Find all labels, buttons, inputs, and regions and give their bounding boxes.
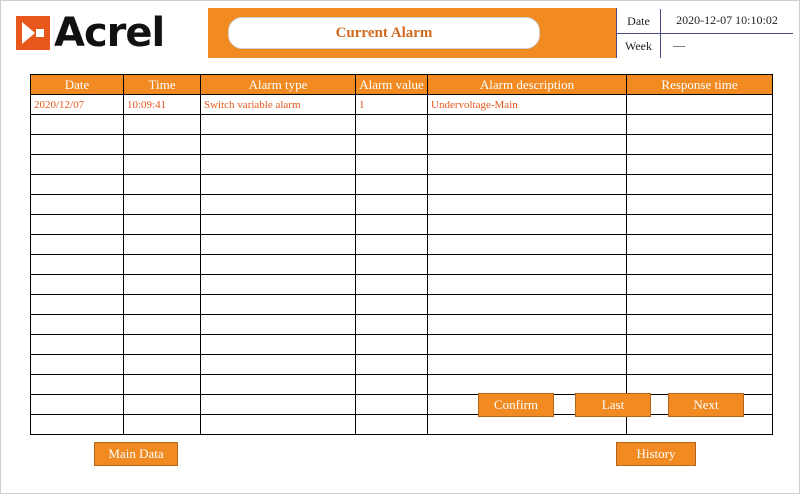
- week-label: Week: [617, 34, 661, 58]
- cell-response-time: [627, 255, 773, 275]
- table-row[interactable]: [31, 135, 773, 155]
- cell-response-time: [627, 235, 773, 255]
- table-row[interactable]: [31, 115, 773, 135]
- cell-response-time: [627, 155, 773, 175]
- cell-date: [31, 155, 124, 175]
- table-row[interactable]: [31, 215, 773, 235]
- cell-date: [31, 315, 124, 335]
- cell-date: [31, 135, 124, 155]
- cell-alarm-value: [356, 135, 428, 155]
- cell-time: [124, 195, 201, 215]
- acrel-logo-icon: [16, 16, 50, 50]
- cell-time: [124, 395, 201, 415]
- cell-alarm-description: [428, 315, 627, 335]
- page-title-pill: [228, 17, 540, 49]
- cell-alarm-type: [201, 275, 356, 295]
- cell-date: [31, 115, 124, 135]
- cell-date: 2020/12/07: [31, 95, 124, 115]
- cell-alarm-value: [356, 375, 428, 395]
- column-header-date: Date: [31, 75, 124, 95]
- cell-time: [124, 415, 201, 435]
- column-header-alarm-description: Alarm description: [428, 75, 627, 95]
- cell-alarm-description: [428, 155, 627, 175]
- alarm-table-body: [31, 95, 773, 435]
- week-row: [617, 33, 793, 58]
- cell-alarm-description: [428, 175, 627, 195]
- next-page-button[interactable]: Next: [668, 393, 744, 417]
- cell-response-time: [627, 415, 773, 435]
- cell-alarm-type: [201, 375, 356, 395]
- cell-time: 10:09:41: [124, 95, 201, 115]
- cell-alarm-type: [201, 335, 356, 355]
- datetime-panel: [616, 8, 793, 58]
- cell-alarm-type: [201, 295, 356, 315]
- title-bar: [208, 8, 616, 58]
- cell-alarm-type: [201, 315, 356, 335]
- cell-alarm-type: [201, 115, 356, 135]
- cell-alarm-type: [201, 415, 356, 435]
- cell-response-time: [627, 275, 773, 295]
- cell-time: [124, 135, 201, 155]
- cell-date: [31, 295, 124, 315]
- alarm-table-wrapper: [30, 74, 772, 435]
- cell-alarm-description: [428, 415, 627, 435]
- cell-alarm-value: [356, 195, 428, 215]
- table-row[interactable]: [31, 95, 773, 115]
- table-row[interactable]: [31, 155, 773, 175]
- table-row[interactable]: [31, 395, 773, 415]
- date-label: Date: [617, 9, 661, 33]
- cell-time: [124, 175, 201, 195]
- cell-alarm-description: [428, 235, 627, 255]
- cell-alarm-value: [356, 235, 428, 255]
- cell-alarm-value: [356, 215, 428, 235]
- cell-response-time: [627, 295, 773, 315]
- cell-date: [31, 415, 124, 435]
- cell-time: [124, 155, 201, 175]
- cell-alarm-type: [201, 155, 356, 175]
- cell-alarm-description: [428, 255, 627, 275]
- cell-alarm-value: [356, 255, 428, 275]
- column-header-alarm-value: Alarm value: [356, 75, 428, 95]
- cell-alarm-value: [356, 155, 428, 175]
- table-row[interactable]: [31, 355, 773, 375]
- cell-date: [31, 375, 124, 395]
- cell-time: [124, 355, 201, 375]
- alarm-table: [30, 74, 773, 435]
- cell-response-time: [627, 355, 773, 375]
- cell-time: [124, 255, 201, 275]
- column-header-alarm-type: Alarm type: [201, 75, 356, 95]
- confirm-button[interactable]: Confirm: [478, 393, 554, 417]
- cell-alarm-description: [428, 355, 627, 375]
- cell-time: [124, 375, 201, 395]
- cell-alarm-description: Undervoltage-Main: [428, 95, 627, 115]
- cell-response-time: [627, 315, 773, 335]
- history-button[interactable]: History: [616, 442, 696, 466]
- cell-alarm-description: [428, 215, 627, 235]
- cell-alarm-value: [356, 175, 428, 195]
- table-row[interactable]: [31, 275, 773, 295]
- cell-alarm-description: [428, 275, 627, 295]
- cell-alarm-value: [356, 295, 428, 315]
- cell-alarm-type: [201, 395, 356, 415]
- date-row: [617, 8, 793, 34]
- table-row[interactable]: [31, 295, 773, 315]
- alarm-table-head: [31, 75, 773, 95]
- cell-date: [31, 335, 124, 355]
- column-header-response-time: Response time: [627, 75, 773, 95]
- cell-date: [31, 355, 124, 375]
- cell-date: [31, 215, 124, 235]
- table-row[interactable]: [31, 415, 773, 435]
- cell-time: [124, 115, 201, 135]
- cell-response-time: [627, 175, 773, 195]
- cell-alarm-description: [428, 295, 627, 315]
- page-title: Current Alarm: [335, 24, 433, 41]
- cell-response-time: [627, 195, 773, 215]
- cell-alarm-description: [428, 335, 627, 355]
- cell-alarm-description: [428, 115, 627, 135]
- cell-date: [31, 395, 124, 415]
- cell-date: [31, 195, 124, 215]
- cell-time: [124, 295, 201, 315]
- brand-name: Acrel: [54, 10, 165, 56]
- cell-alarm-value: [356, 395, 428, 415]
- cell-time: [124, 235, 201, 255]
- cell-alarm-value: 1: [356, 95, 428, 115]
- table-row[interactable]: [31, 195, 773, 215]
- column-header-time: Time: [124, 75, 201, 95]
- cell-response-time: [627, 375, 773, 395]
- cell-alarm-description: [428, 375, 627, 395]
- cell-response-time: [627, 335, 773, 355]
- cell-alarm-type: Switch variable alarm: [201, 95, 356, 115]
- cell-alarm-value: [356, 415, 428, 435]
- cell-alarm-value: [356, 315, 428, 335]
- cell-response-time: [627, 135, 773, 155]
- cell-alarm-type: [201, 135, 356, 155]
- header: [8, 8, 792, 58]
- table-row[interactable]: [31, 375, 773, 395]
- cell-date: [31, 255, 124, 275]
- cell-time: [124, 315, 201, 335]
- date-value: 2020-12-07 10:10:02: [676, 13, 778, 27]
- cell-response-time: [627, 95, 773, 115]
- cell-alarm-type: [201, 195, 356, 215]
- last-page-button[interactable]: Last: [575, 393, 651, 417]
- brand-logo: [8, 8, 208, 58]
- cell-alarm-type: [201, 255, 356, 275]
- table-row[interactable]: [31, 315, 773, 335]
- cell-alarm-type: [201, 355, 356, 375]
- table-row[interactable]: [31, 175, 773, 195]
- cell-alarm-type: [201, 215, 356, 235]
- cell-alarm-type: [201, 235, 356, 255]
- cell-alarm-value: [356, 355, 428, 375]
- cell-alarm-value: [356, 115, 428, 135]
- cell-time: [124, 335, 201, 355]
- cell-alarm-type: [201, 175, 356, 195]
- week-value: —: [673, 38, 685, 52]
- table-row[interactable]: [31, 335, 773, 355]
- table-row[interactable]: [31, 255, 773, 275]
- cell-alarm-description: [428, 135, 627, 155]
- cell-response-time: [627, 215, 773, 235]
- table-row[interactable]: [31, 235, 773, 255]
- cell-response-time: [627, 115, 773, 135]
- cell-date: [31, 235, 124, 255]
- table-header-row: [31, 75, 773, 95]
- cell-alarm-value: [356, 335, 428, 355]
- cell-alarm-description: [428, 195, 627, 215]
- main-data-button[interactable]: Main Data: [94, 442, 178, 466]
- cell-time: [124, 215, 201, 235]
- cell-date: [31, 275, 124, 295]
- cell-alarm-value: [356, 275, 428, 295]
- cell-time: [124, 275, 201, 295]
- cell-date: [31, 175, 124, 195]
